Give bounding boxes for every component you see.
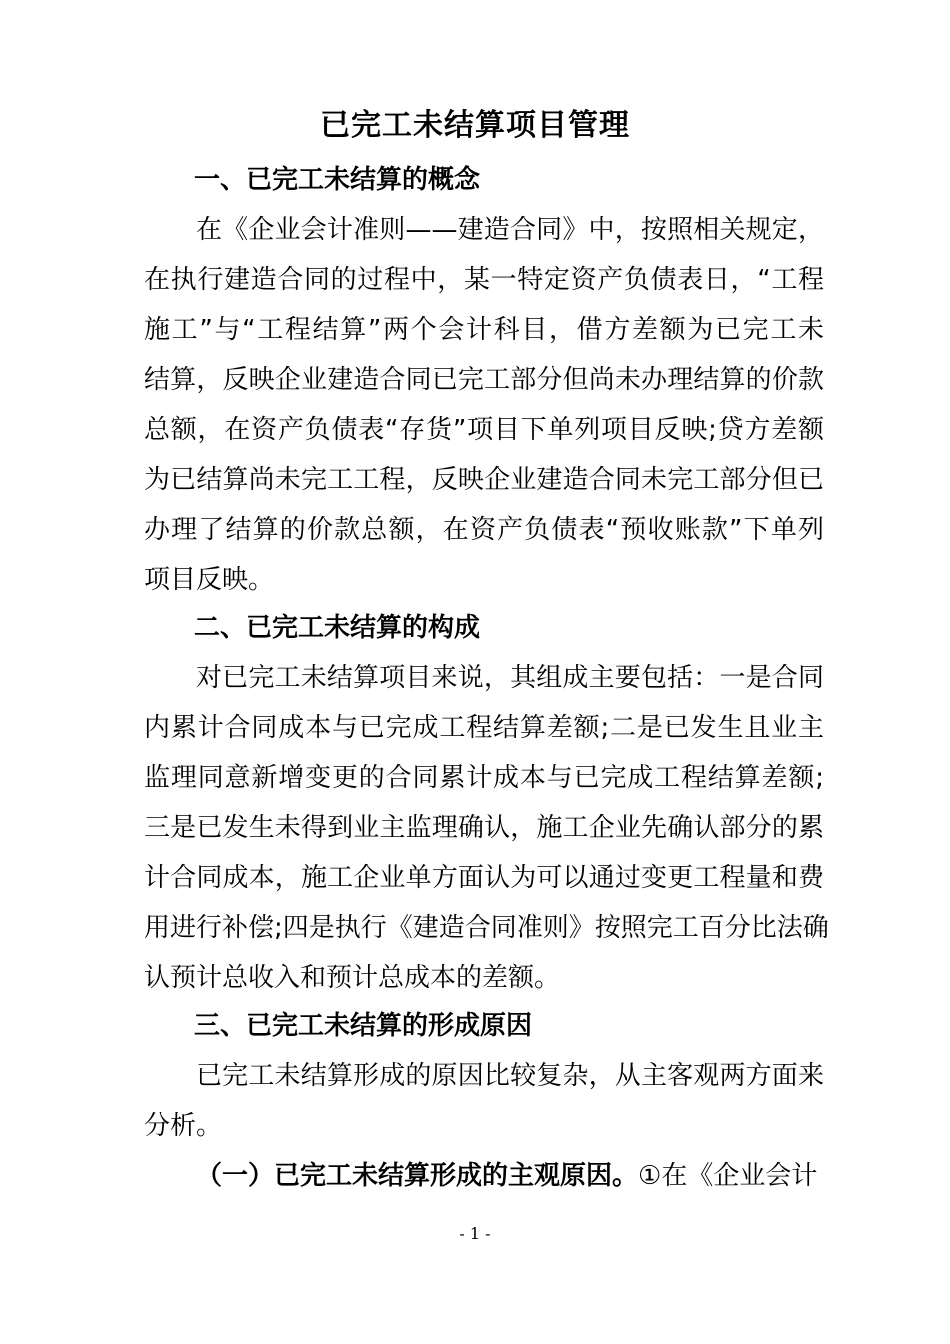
section-heading-1: 一、已完工未结算的概念	[194, 165, 481, 195]
paragraph-line: 结算，反映企业建造合同已完工部分但尚未办理结算的价款	[144, 365, 824, 395]
paragraph-line: 内累计合同成本与已完成工程结算差额;二是已发生且业主	[144, 713, 824, 743]
subsection-line	[144, 1151, 824, 1201]
paragraph-line: 项目反映。	[144, 565, 275, 595]
paragraph-line: 用进行补偿;四是执行《建造合同准则》按照完工百分比法确	[144, 913, 829, 943]
section-2-paragraph	[144, 653, 829, 1003]
paragraph-line: 为已结算尚未完工工程，反映企业建造合同未完工部分但已	[144, 465, 824, 495]
paragraph-line: 施工”与“工程结算”两个会计科目，借方差额为已完工未	[144, 315, 824, 345]
subsection-text: ①在《企业会计	[638, 1161, 818, 1191]
paragraph-line: 认预计总收入和预计总成本的差额。	[144, 963, 561, 993]
paragraph-line: 监理同意新增变更的合同累计成本与已完成工程结算差额;	[144, 763, 824, 793]
paragraph-line: 三是已发生未得到业主监理确认，施工企业先确认部分的累	[144, 813, 824, 843]
section-3-paragraph	[144, 1051, 824, 1201]
paragraph-line: 在《企业会计准则——建造合同》中，按照相关规定，	[196, 215, 824, 245]
page-number: - 1 -	[459, 1224, 491, 1243]
section-heading-2: 二、已完工未结算的构成	[194, 613, 481, 643]
paragraph-line: 分析。	[144, 1111, 223, 1141]
document-title: 已完工未结算项目管理	[320, 108, 630, 143]
paragraph-line: 办理了结算的价款总额，在资产负债表“预收账款”下单列	[144, 515, 824, 545]
paragraph-line: 对已完工未结算项目来说，其组成主要包括：一是合同	[196, 663, 824, 693]
paragraph-line: 计合同成本，施工企业单方面认为可以通过变更工程量和费	[144, 863, 824, 893]
paragraph-line: 已完工未结算形成的原因比较复杂，从主客观两方面来	[196, 1061, 824, 1091]
section-1-paragraph	[144, 205, 824, 605]
subsection-heading: （一）已完工未结算形成的主观原因。	[196, 1161, 639, 1191]
paragraph-line: 总额，在资产负债表“存货”项目下单列项目反映;贷方差额	[144, 415, 824, 445]
section-heading-3: 三、已完工未结算的形成原因	[194, 1011, 533, 1041]
paragraph-line: 在执行建造合同的过程中，某一特定资产负债表日，“工程	[144, 265, 824, 295]
